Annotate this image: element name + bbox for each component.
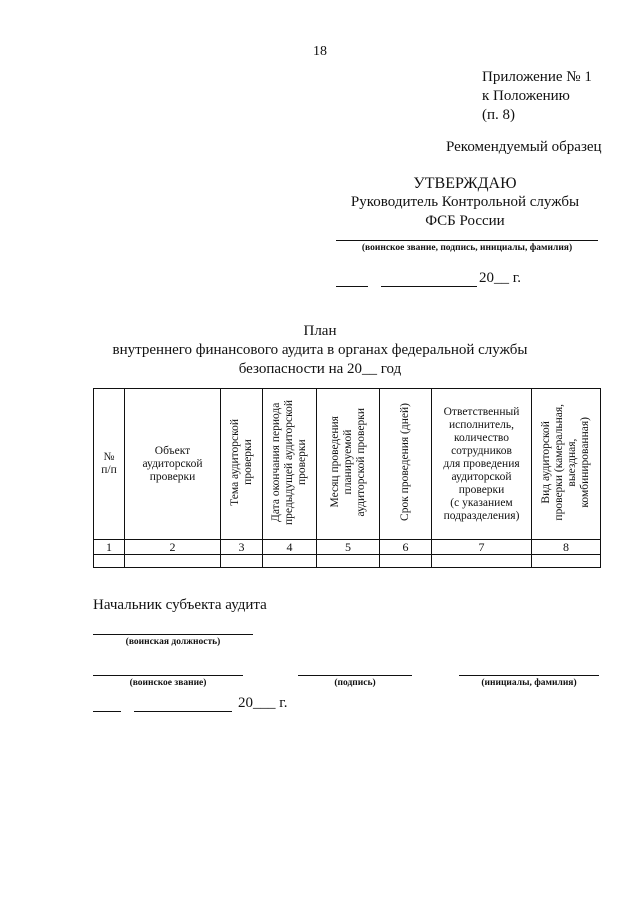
approval-signature-line: [336, 240, 598, 241]
signature-caption: (подпись): [334, 678, 376, 688]
appendix-line-1: Приложение № 1: [482, 69, 592, 85]
header-responsible-executor: Ответственный исполнитель, количество сотрудников для проведения аудиторской проверки (с указанием подразделения): [432, 389, 532, 540]
header-previous-period-end: [263, 389, 317, 540]
column-number-5: 5: [317, 540, 380, 555]
footer-month-line: [134, 711, 232, 712]
approver-title: Руководитель Контрольной службы: [350, 194, 580, 210]
empty-cell: [125, 555, 221, 568]
column-number-3: 3: [221, 540, 263, 555]
table-header-row: [94, 389, 601, 540]
approval-day-line: [336, 286, 368, 287]
position-caption: (воинская должность): [125, 637, 221, 647]
rank-line: [93, 675, 243, 676]
header-duration: [380, 389, 432, 540]
header-planned-month: [317, 389, 380, 540]
page-number: 18: [313, 44, 327, 59]
header-planned-month-text: Месяц проведения планируемой аудиторской проверки: [328, 407, 367, 517]
column-number-8: 8: [532, 540, 601, 555]
signature-line: [298, 675, 412, 676]
plan-title: План: [303, 323, 337, 339]
column-number-1: 1: [94, 540, 125, 555]
empty-cell: [380, 555, 432, 568]
name-line: [459, 675, 599, 676]
position-line: [93, 634, 253, 635]
column-number-4: 4: [263, 540, 317, 555]
header-audit-topic-text: Тема аудиторской проверки: [228, 418, 254, 506]
approval-block: [330, 174, 600, 231]
column-number-7: 7: [432, 540, 532, 555]
rank-caption: (воинское звание): [129, 678, 207, 688]
approval-month-line: [381, 286, 477, 287]
plan-subtitle-2: безопасности на 20__ год: [238, 361, 402, 377]
empty-cell: [317, 555, 380, 568]
plan-title-block: [80, 322, 560, 379]
approver-org: ФСБ России: [425, 213, 505, 229]
footer-year: 20___ г.: [238, 695, 288, 711]
column-number-6: 6: [380, 540, 432, 555]
plan-subtitle-1: внутреннего финансового аудита в органах федеральной службы: [112, 342, 528, 358]
footer-day-line: [93, 711, 121, 712]
appendix-line-2: к Положению: [482, 88, 570, 104]
header-duration-text: Срок проведения (дней): [399, 403, 411, 521]
audit-plan-table: [93, 388, 601, 568]
header-audit-type: [532, 389, 601, 540]
approval-year: 20__ г.: [479, 270, 521, 286]
empty-cell: [263, 555, 317, 568]
table-empty-row: [94, 555, 601, 568]
recommended-sample-label: Рекомендуемый образец: [446, 139, 602, 155]
header-audit-type-text: Вид аудиторской проверки (камеральная, выездная, комбинированная): [540, 403, 591, 521]
appendix-note: [482, 68, 592, 125]
header-audit-object: Объект аудиторской проверки: [125, 389, 221, 540]
header-audit-topic: [221, 389, 263, 540]
empty-cell: [532, 555, 601, 568]
table-number-row: [94, 540, 601, 555]
header-previous-period-end-text: Дата окончания периода предыдущей аудиторской проверки: [270, 399, 308, 525]
empty-cell: [432, 555, 532, 568]
name-caption: (инициалы, фамилия): [481, 678, 577, 688]
approval-signature-caption: (воинское звание, подпись, инициалы, фамилия): [361, 243, 573, 253]
audit-head-title: Начальник субъекта аудита: [93, 597, 267, 613]
approve-word: УТВЕРЖДАЮ: [413, 175, 517, 192]
appendix-line-3: (п. 8): [482, 107, 516, 123]
empty-cell: [94, 555, 125, 568]
empty-cell: [221, 555, 263, 568]
header-number: № п/п: [94, 389, 125, 540]
column-number-2: 2: [125, 540, 221, 555]
